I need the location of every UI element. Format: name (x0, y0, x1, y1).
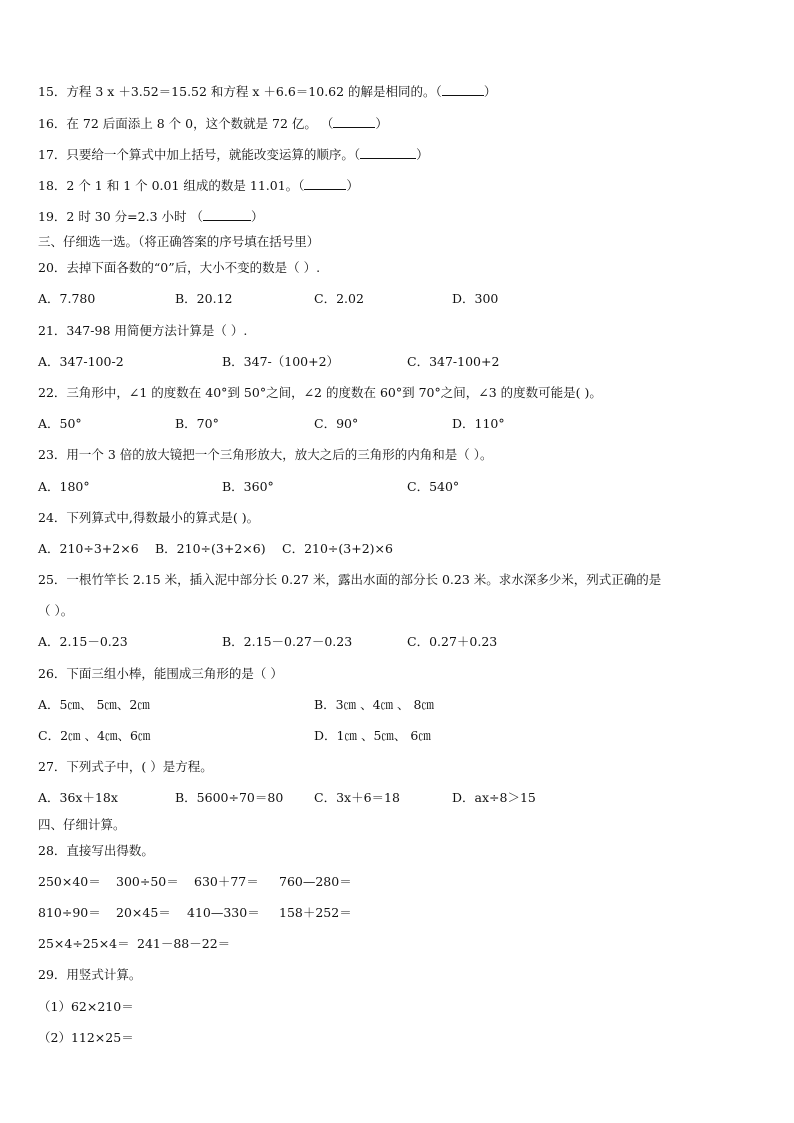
q22-option-c[interactable]: C．90° (314, 416, 359, 431)
question-17: 17．只要给一个算式中加上括号，就能改变运算的顺序。（ ） (38, 147, 429, 162)
question-22-stem: 22．三角形中，∠1 的度数在 40°到 50°之间，∠2 的度数在 60°到 70°之间，∠3 的度数可能是( )。 (38, 385, 602, 400)
question-text: 16．在 72 后面添上 8 个 0，这个数就是 72 亿。 （ (38, 116, 334, 131)
calc-item: 410—330＝ (187, 905, 260, 920)
answer-blank[interactable] (360, 146, 416, 159)
question-text: 15．方程 3 x ＋3.52＝15.52 和方程 x ＋6.6＝10.62 的解是相同的。（ (38, 84, 442, 99)
answer-blank[interactable] (333, 115, 375, 128)
q26-option-d[interactable]: D．1㎝ 、5㎝、 6㎝ (314, 728, 431, 743)
calc-item: 630＋77＝ (194, 874, 259, 889)
calc-item: 158＋252＝ (279, 905, 352, 920)
question-19: 19．2 时 30 分=2.3 小时 （ ） (38, 209, 264, 224)
q27-option-c[interactable]: C．3x＋6＝18 (314, 790, 400, 805)
question-16: 16．在 72 后面添上 8 个 0，这个数就是 72 亿。 （ ） (38, 116, 388, 131)
calc-item: 20×45＝ (116, 905, 171, 920)
q21-option-c[interactable]: C．347-100+2 (407, 354, 500, 369)
q25-option-a[interactable]: A．2.15－0.23 (38, 634, 128, 649)
q21-option-b[interactable]: B．347-（100+2） (222, 354, 340, 369)
q24-option-c[interactable]: C．210÷(3+2)×6 (282, 541, 393, 556)
question-18: 18．2 个 1 和 1 个 0.01 组成的数是 11.01。（ ） (38, 178, 359, 193)
question-29-stem: 29．用竖式计算。 (38, 967, 142, 982)
question-24-stem: 24．下列算式中,得数最小的算式是( )。 (38, 510, 260, 525)
section-4-title: 四、仔细计算。 (38, 817, 126, 832)
q26-option-c[interactable]: C．2㎝ 、4㎝、6㎝ (38, 728, 151, 743)
calc-item: 760—280＝ (279, 874, 352, 889)
question-text: 18．2 个 1 和 1 个 0.01 组成的数是 11.01。（ (38, 178, 305, 193)
q23-option-b[interactable]: B．360° (222, 479, 274, 494)
section-3-title: 三、仔细选一选。（将正确答案的序号填在括号里） (38, 234, 320, 249)
calc-item: 810÷90＝ (38, 905, 101, 920)
q21-option-a[interactable]: A．347-100-2 (38, 354, 124, 369)
vertical-calc-item-1: （1）62×210＝ (38, 999, 134, 1014)
question-28-stem: 28．直接写出得数。 (38, 843, 154, 858)
q20-option-d[interactable]: D．300 (452, 291, 499, 306)
q23-option-a[interactable]: A．180° (38, 479, 90, 494)
question-20-stem: 20．去掉下面各数的“0”后，大小不变的数是（ ）. (38, 260, 321, 275)
q27-option-b[interactable]: B．5600÷70＝80 (175, 790, 284, 805)
q24-option-a[interactable]: A．210÷3+2×6 (38, 541, 139, 556)
answer-blank[interactable] (304, 177, 346, 190)
q20-option-b[interactable]: B．20.12 (175, 291, 233, 306)
q22-option-d[interactable]: D．110° (452, 416, 505, 431)
q25-option-c[interactable]: C．0.27＋0.23 (407, 634, 498, 649)
q22-option-b[interactable]: B．70° (175, 416, 219, 431)
question-21-stem: 21．347-98 用简便方法计算是（ ）. (38, 323, 248, 338)
q27-option-d[interactable]: D．ax÷8＞15 (452, 790, 536, 805)
q22-option-a[interactable]: A．50° (38, 416, 82, 431)
question-26-stem: 26．下面三组小棒，能围成三角形的是（ ） (38, 666, 283, 681)
q25-option-b[interactable]: B．2.15－0.27－0.23 (222, 634, 353, 649)
q23-option-c[interactable]: C．540° (407, 479, 460, 494)
q27-option-a[interactable]: A．36x＋18x (38, 790, 118, 805)
answer-blank[interactable] (203, 208, 251, 221)
answer-blank[interactable] (442, 83, 484, 96)
question-25-stem-cont: （ ）。 (38, 603, 74, 618)
q24-option-b[interactable]: B．210÷(3+2×6) (155, 541, 266, 556)
question-25-stem: 25．一根竹竿长 2.15 米，插入泥中部分长 0.27 米，露出水面的部分长 0.23 米。求水深多少米，列式正确的是 (38, 572, 662, 587)
q20-option-c[interactable]: C．2.02 (314, 291, 364, 306)
q26-option-a[interactable]: A．5㎝、 5㎝、2㎝ (38, 697, 150, 712)
calc-item: 25×4÷25×4＝ (38, 936, 130, 951)
calc-item: 250×40＝ (38, 874, 101, 889)
q20-option-a[interactable]: A．7.780 (38, 291, 96, 306)
question-23-stem: 23．用一个 3 倍的放大镜把一个三角形放大，放大之后的三角形的内角和是（ ）。 (38, 447, 493, 462)
question-27-stem: 27．下列式子中，( ）是方程。 (38, 759, 213, 774)
question-text: 17．只要给一个算式中加上括号，就能改变运算的顺序。（ (38, 147, 361, 162)
vertical-calc-item-2: （2）112×25＝ (38, 1030, 134, 1045)
question-15: 15．方程 3 x ＋3.52＝15.52 和方程 x ＋6.6＝10.62 的解是相同的。（ ） (38, 84, 497, 99)
calc-item: 241－88－22＝ (137, 936, 231, 951)
question-text: 19．2 时 30 分=2.3 小时 （ (38, 209, 203, 224)
calc-item: 300÷50＝ (116, 874, 179, 889)
q26-option-b[interactable]: B．3㎝ 、4㎝ 、 8㎝ (314, 697, 434, 712)
